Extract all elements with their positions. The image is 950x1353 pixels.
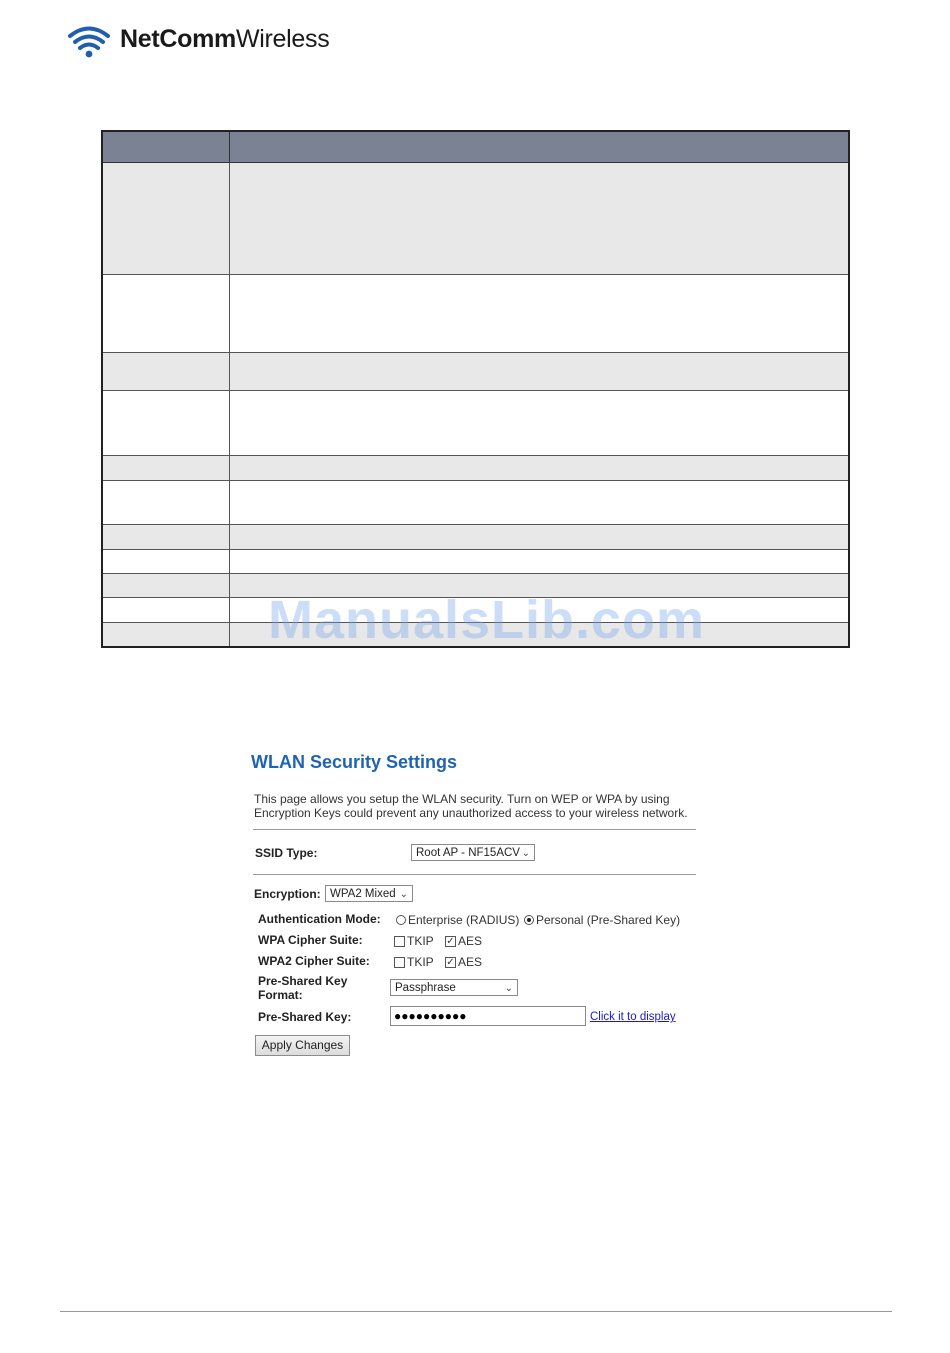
- table-row: [102, 163, 849, 275]
- document-table: [101, 130, 850, 648]
- ssid-type-label: SSID Type:: [255, 846, 318, 860]
- netcomm-logo: [66, 18, 329, 60]
- auth-personal-label: Personal (Pre-Shared Key): [536, 913, 681, 927]
- psk-format-label-line1: Pre-Shared Key: [258, 974, 348, 988]
- ssid-type-value: Root AP - NF15ACV: [416, 847, 520, 859]
- watermark: ManualsLib.com: [268, 590, 706, 650]
- wpa-tkip-label: TKIP: [407, 934, 434, 948]
- page-title: WLAN Security Settings: [251, 752, 458, 772]
- wpa-cipher-label: WPA Cipher Suite:: [258, 933, 363, 947]
- footer-divider: [60, 1311, 892, 1312]
- table-row: [102, 598, 849, 623]
- auth-enterprise-option[interactable]: [396, 913, 519, 927]
- apply-changes-button[interactable]: Apply Changes: [255, 1035, 350, 1056]
- auth-enterprise-label: Enterprise (RADIUS): [408, 913, 520, 927]
- encryption-label: Encryption:: [254, 887, 321, 901]
- table-row: [102, 550, 849, 574]
- wpa-aes-label: AES: [458, 934, 483, 948]
- logo-wordmark: NetCommWireless: [120, 24, 330, 53]
- table-row: [102, 275, 849, 353]
- checkbox-wpa2-aes[interactable]: ✓: [446, 956, 455, 968]
- encryption-select[interactable]: [325, 885, 413, 902]
- wpa2-tkip-label: TKIP: [407, 955, 434, 969]
- wireless-signal-icon: [66, 19, 112, 59]
- wpa2-tkip-option[interactable]: [394, 955, 434, 969]
- checkbox-wpa2-tkip[interactable]: [394, 957, 405, 968]
- psk-format-select[interactable]: [390, 979, 518, 996]
- table-row: [102, 525, 849, 550]
- wpa2-aes-label: AES: [458, 955, 483, 969]
- encryption-value: WPA2 Mixed: [330, 888, 396, 900]
- display-key-link[interactable]: Click it to display: [590, 1011, 676, 1023]
- table-row: [102, 353, 849, 391]
- table-row: [102, 391, 849, 456]
- auth-personal-option[interactable]: [524, 913, 680, 927]
- chevron-down-icon: ⌄: [399, 889, 408, 900]
- ssid-type-select[interactable]: [411, 844, 535, 861]
- psk-label: Pre-Shared Key:: [258, 1010, 352, 1024]
- psk-format-label-line2: Format:: [258, 988, 303, 1002]
- divider: [253, 829, 696, 830]
- divider: [253, 874, 696, 875]
- table-header-cell: [102, 131, 229, 163]
- chevron-down-icon: ⌄: [521, 848, 530, 859]
- psk-format-value: Passphrase: [395, 982, 456, 994]
- table-row: [102, 456, 849, 481]
- table-row: [102, 574, 849, 598]
- psk-input[interactable]: ●●●●●●●●●●: [390, 1006, 586, 1026]
- wpa-tkip-option[interactable]: [394, 934, 434, 948]
- table-header-cell: [229, 131, 849, 163]
- chevron-down-icon: ⌄: [504, 983, 513, 994]
- checkbox-wpa-tkip[interactable]: [394, 936, 405, 947]
- checkbox-wpa-aes[interactable]: ✓: [446, 935, 455, 947]
- table-row: [102, 623, 849, 647]
- radio-personal[interactable]: [524, 915, 534, 925]
- wpa2-cipher-label: WPA2 Cipher Suite:: [258, 954, 370, 968]
- wpa2-aes-option[interactable]: [445, 955, 482, 969]
- table-header-row: [102, 131, 849, 163]
- wpa-aes-option[interactable]: [445, 934, 482, 948]
- page-description: This page allows you setup the WLAN security. Turn on WEP or WPA by using Encryption Keys could prevent any unauthorized access to your wireless network.: [254, 792, 688, 820]
- auth-mode-label: Authentication Mode:: [258, 912, 381, 926]
- radio-enterprise[interactable]: [396, 915, 406, 925]
- table-row: [102, 481, 849, 525]
